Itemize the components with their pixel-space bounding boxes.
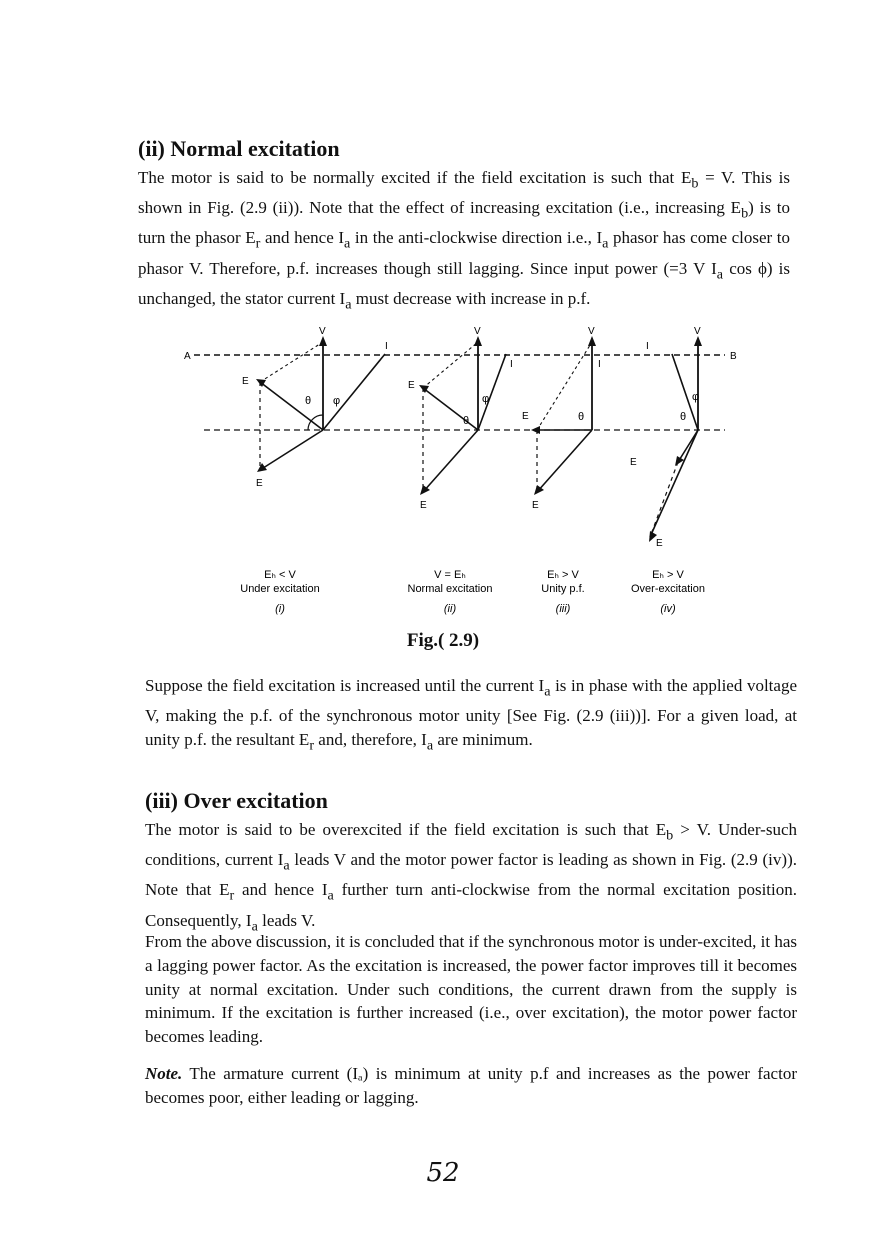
svg-text:E: E [420,500,427,511]
phasor-diagram [180,322,750,652]
svg-text:E: E [242,376,249,387]
panel-iv-name: Over-excitation [631,583,705,595]
note-label: Note. [145,1064,183,1083]
paragraph-over-excitation: The motor is said to be overexcited if the field excitation is such that $E_b > V$. Under-such conditions, current $I_a$ leads V and the motor power factor is leading as shown in Fig. (2.9 (iv)). Note that $E_r$ and hence $I_a$ further turn anti-clockwise from the normal excitation position. Consequently, $I_a$ leads V. [145,820,798,934]
svg-text:θ: θ [305,395,312,407]
panel-i-name: Under excitation [240,583,320,595]
svg-text:V: V [588,326,595,337]
panel-iii-phasors [522,326,601,511]
note-text: The armature current (Iₐ) is minimum at unity p.f and increases as the power factor becomes poor, either leading or lagging. [145,1064,797,1107]
svg-text:I: I [385,341,388,352]
svg-text:φ: φ [692,391,700,403]
svg-text:I: I [646,341,649,352]
svg-text:φ: φ [333,395,341,407]
svg-text:E: E [630,457,637,468]
panel-ii-name: Normal excitation [407,583,493,595]
panel-i-condition: Eₕ < V [264,569,296,581]
svg-text:I: I [510,359,513,370]
panel-iii-condition: Eₕ > V [547,569,579,581]
svg-text:θ: θ [463,415,470,427]
svg-text:E: E [522,411,529,422]
panel-iii-name: Unity p.f. [541,583,585,595]
svg-text:V: V [319,326,326,337]
paragraph-note [145,1062,797,1110]
svg-text:θ: θ [578,411,585,423]
panel-captions [240,569,705,615]
paragraph-normal-excitation: The motor is said to be normally excited if the field excitation is such that $E_b = V$. This is shown in Fig. (2.9 (ii)). Note that the effect of increasing excitation (i.e., increasing $E_b$) is to turn the phasor $E_r$ and hence $I_a$ in the anti-clockwise direction i.e., $I_a$ phasor has come closer to phasor V. Therefore, p.f. increases though still lagging. Since input power (=3 V $I_a$ cos ϕ) is unchanged, the stator current $I_a$ must decrease with increase in p.f. [138,168,791,313]
svg-text:θ: θ [680,411,687,423]
svg-text:E: E [656,538,663,549]
panel-i-roman: (i) [275,603,285,615]
heading-normal-excitation: (ii) Normal excitation [138,136,340,161]
panel-iv-roman: (iv) [660,603,676,615]
phasor-figure [180,322,750,652]
paragraph-unity-pf: Suppose the field excitation is increased until the current $I_a$ is in phase with the applied voltage V, making the p.f. of the synchronous motor unity [See Fig. (2.9 (iii))]. For a given load, at unity p.f. the resultant $E_r$ and, therefore, $I_a$ are minimum. [145,676,797,754]
svg-text:E: E [408,380,415,391]
panel-i-phasors [242,326,388,489]
svg-text:I: I [598,359,601,370]
svg-text:E: E [256,478,263,489]
svg-text:V: V [474,326,481,337]
svg-text:E: E [532,500,539,511]
panel-ii-phasors [408,326,513,511]
panel-ii-condition: V = Eₕ [434,569,466,581]
heading-over-excitation: (iii) Over excitation [145,788,328,813]
figure-caption: Fig.( 2.9) [406,630,480,651]
svg-text:V: V [694,326,701,337]
panel-iii-roman: (iii) [555,603,571,615]
page-number: 52 [426,1158,460,1188]
label-a: A [184,351,191,362]
label-b: B [730,351,737,362]
paragraph-conclusion: From the above discussion, it is concluded that if the synchronous motor is under-excited, it has a lagging power factor. As the excitation is increased, the power factor improves till it becomes unity at normal excitation. Under such conditions, the current drawn from the supply is minimum. If the excitation is further increased (i.e., over excitation), the motor power factor becomes leading. [145,932,797,1047]
panel-ii-roman: (ii) [443,603,457,615]
panel-iv-phasors [630,326,702,549]
svg-text:φ: φ [482,393,490,405]
panel-iv-condition: Eₕ > V [652,569,684,581]
